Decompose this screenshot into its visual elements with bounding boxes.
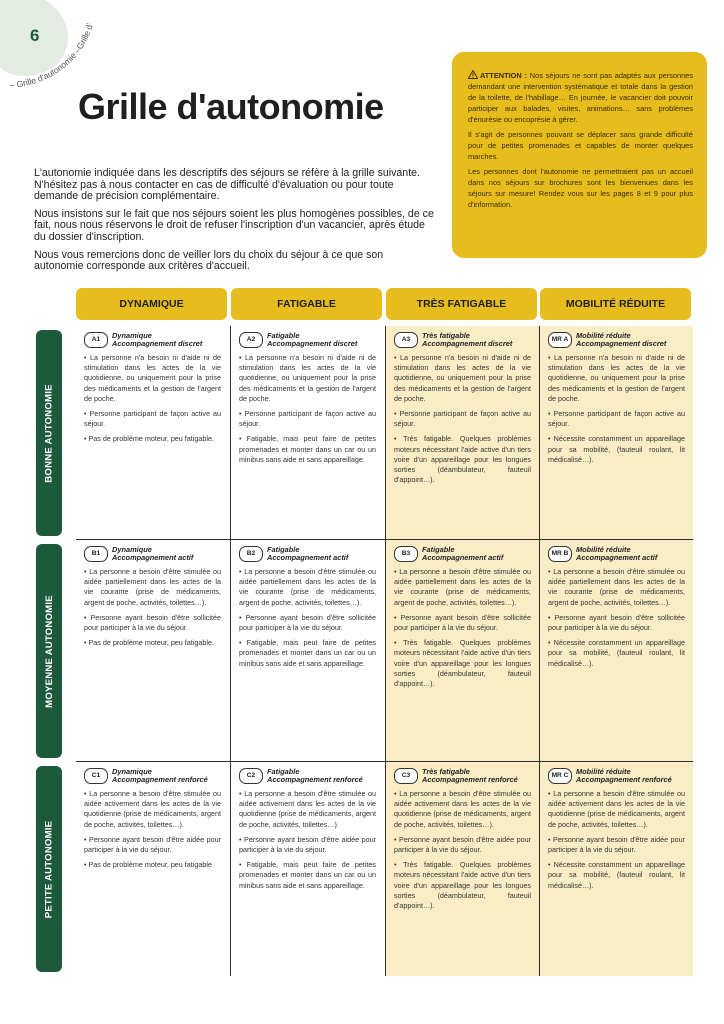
grid-cell	[540, 326, 693, 540]
intro-text	[34, 168, 434, 279]
row-label-text: MOYENNE AUTONOMIE	[43, 594, 55, 708]
cell-criterion: • La personne n'a besoin ni d'aide ni de stimulation dans les actes de la vie quotidienne, ou uniquement pour la prise des médicaments et la gestion de l'argent de poche.	[239, 353, 376, 403]
grid-cell	[231, 326, 384, 540]
cell-level-title: Fatigable	[422, 545, 455, 554]
level-code-badge: C1	[84, 768, 108, 784]
cell-criterion: • Fatigable, mais peut faire de petites promenades et monter dans un car ou un minibus sans aide et sans appareillage.	[239, 860, 376, 890]
level-code-badge: MR B	[548, 546, 572, 562]
cell-criterion: • Personne participant de façon active au séjour.	[84, 409, 221, 429]
cell-titles	[422, 768, 518, 783]
cell-header	[84, 768, 221, 784]
grid-cell	[386, 540, 539, 762]
cell-criterion: • Très fatigable. Quelques problèmes moteurs nécessitant l'aide active d'un tiers voire d'un appareillage pour les longues sorties (déambulateur, fauteuil d'appoint…).	[394, 860, 531, 911]
cell-level-title: Mobilité réduite	[576, 331, 631, 340]
column-header-fatigable: FATIGABLE	[231, 288, 382, 320]
cell-criterion: • Personne ayant besoin d'être aidée pour participer à la vie du séjour.	[239, 834, 376, 855]
cell-support-title: Accompagnement actif	[576, 552, 658, 562]
cell-header	[548, 332, 685, 348]
cell-criterion: • La personne a besoin d'être stimulée ou aidée activement dans les actes de la vie quotidienne (prise de médicaments, argent de poche, activités, toilettes…).	[84, 789, 221, 829]
cell-criterion: • La personne a besoin d'être stimulée ou aidée partiellement dans les actes de la vie courante (prise de médicaments, argent de poche, activités, toilettes…).	[548, 567, 685, 607]
cell-criterion: • Personne ayant besoin d'être sollicitée pour participer à la vie du séjour.	[548, 612, 685, 633]
attention-paragraph	[468, 70, 693, 125]
level-code-badge: C3	[394, 768, 418, 784]
cell-support-title: Accompagnement renforcé	[576, 774, 672, 784]
level-code-badge: A3	[394, 332, 418, 348]
row-label	[36, 544, 62, 758]
grid-cell	[231, 762, 384, 976]
cell-criterion: • Personne participant de façon active au séjour.	[394, 409, 531, 429]
cell-header	[394, 768, 531, 784]
row-label	[36, 330, 62, 536]
cell-criterion: • Personne ayant besoin d'être sollicitée pour participer à la vie du séjour.	[84, 612, 221, 633]
cell-titles	[267, 332, 357, 347]
cell-titles	[112, 768, 208, 783]
cell-titles	[112, 332, 202, 347]
cell-titles	[267, 546, 348, 561]
intro-paragraph: L'autonomie indiquée dans les descriptifs des séjours se réfère à la grille suivante. N'hésitez pas à nous contacter en cas de difficulté d'évaluation ou pour toute demande de précision complémentaire.	[34, 167, 420, 203]
cell-criterion: • La personne a besoin d'être stimulée ou aidée activement dans les actes de la vie quotidienne (prise de médicaments, argent de poche, activités, toilettes…).	[394, 789, 531, 829]
cell-criterion: • Très fatigable. Quelques problèmes moteurs nécessitant l'aide active d'un tiers voire d'un appareillage pour les longues sorties (déambulateur, fauteuil d'appoint…).	[394, 434, 531, 485]
grid-cell	[231, 540, 384, 762]
grid-divider	[539, 326, 540, 976]
cell-level-title: Très fatigable	[422, 331, 470, 340]
cell-titles	[267, 768, 363, 783]
cell-level-title: Mobilité réduite	[576, 767, 631, 776]
cell-header	[548, 546, 685, 562]
cell-criterion: • Fatigable, mais peut faire de petites promenades et monter dans un car ou un minibus sans aide et sans appareillage.	[239, 638, 376, 668]
cell-criterion: • La personne a besoin d'être stimulée ou aidée partiellement dans les actes de la vie courante (prise de médicaments, argent de poche, activités, toilettes…).	[84, 567, 221, 607]
cell-titles	[112, 546, 193, 561]
cell-header	[239, 768, 376, 784]
level-code-badge: C2	[239, 768, 263, 784]
cell-titles	[576, 332, 666, 347]
cell-criterion: • Personne ayant besoin d'être sollicitée pour participer à la vie du séjour.	[394, 612, 531, 633]
level-code-badge: B3	[394, 546, 418, 562]
cell-criterion: • Fatigable, mais peut faire de petites promenades et monter dans un car ou un minibus sans aide et sans appareillage.	[239, 434, 376, 464]
intro-paragraph: Nous insistons sur le fait que nos séjours soient les plus homogènes possibles, de ce fait, nous nous réservons le droit de refuser l'inscription d'un vacancier, après étude du dossier d'inscription.	[34, 207, 434, 243]
column-header-dynamique: DYNAMIQUE	[76, 288, 227, 320]
cell-criterion: • Pas de problème moteur, peu fatigable.	[84, 434, 214, 444]
cell-support-title: Accompagnement discret	[576, 338, 667, 348]
grid-divider	[230, 326, 231, 976]
cell-criterion: • Personne ayant besoin d'être aidée pour participer à la vie du séjour.	[84, 834, 221, 855]
cell-level-title: Mobilité réduite	[576, 545, 631, 554]
grid-divider	[76, 539, 693, 540]
cell-criterion: • La personne a besoin d'être stimulée ou aidée partiellement dans les actes de la vie courante (prise de médicaments, argent de poche, activités, toilettes…).	[239, 567, 376, 607]
grid-cell	[76, 762, 229, 976]
cell-titles	[576, 546, 657, 561]
grid-cell	[386, 762, 539, 976]
cell-criterion: • La personne n'a besoin ni d'aide ni de stimulation dans les actes de la vie quotidienne, ou uniquement pour la prise des médicaments et la gestion de l'argent de poche.	[394, 353, 531, 403]
cell-support-title: Accompagnement actif	[112, 552, 194, 562]
grid-cell	[540, 762, 693, 976]
page-title: Grille d'autonomie	[78, 86, 384, 127]
cell-support-title: Accompagnement renforcé	[267, 774, 363, 784]
cell-header	[239, 546, 376, 562]
cell-level-title: Fatigable	[267, 545, 300, 554]
grid-cell	[76, 540, 229, 762]
cell-level-title: Dynamique	[112, 331, 152, 340]
cell-titles	[422, 546, 503, 561]
cell-criterion: • Nécessite constamment un appareillage pour sa mobilité, (fauteuil roulant, lit médicalisé…).	[548, 860, 685, 890]
cell-titles	[422, 332, 512, 347]
cell-criterion: • La personne a besoin d'être stimulée ou aidée activement dans les actes de la vie quotidienne (prise de médicaments, argent de poche, activités, toilettes…).	[239, 789, 376, 829]
attention-text: Nos séjours ne sont pas adaptés aux personnes demandant une intervention systématique et totale dans la gestion de la toilette, de l'habillage… En journée, le vacancier doit pouvoir participer aux balades, visites, animations… sans problèmes d'énurésie ou encoprésie à gérer.	[468, 71, 693, 124]
cell-support-title: Accompagnement discret	[422, 338, 513, 348]
page-number: 6	[30, 26, 40, 45]
cell-support-title: Accompagnement discret	[267, 338, 358, 348]
cell-criterion: • Personne participant de façon active au séjour.	[239, 409, 376, 429]
cell-level-title: Dynamique	[112, 767, 152, 776]
warning-icon	[468, 70, 478, 79]
cell-criterion: • La personne a besoin d'être stimulée ou aidée activement dans les actes de la vie quotidienne (prise de médicaments, argent de poche, activités, toilettes…).	[548, 789, 685, 829]
cell-level-title: Très fatigable	[422, 767, 470, 776]
cell-criterion: • Très fatigable. Quelques problèmes moteurs nécessitant l'aide active d'un tiers voire d'un appareillage pour les longues sorties (déambulateur, fauteuil d'appoint…).	[394, 638, 531, 689]
cell-support-title: Accompagnement actif	[422, 552, 504, 562]
cell-criterion: • Pas de problème moteur, peu fatigable	[84, 860, 212, 870]
cell-header	[394, 332, 531, 348]
cell-header	[394, 546, 531, 562]
attention-label: ATTENTION :	[480, 71, 527, 80]
cell-criterion: • Personne ayant besoin d'être aidée pour participer à la vie du séjour.	[394, 834, 531, 855]
cell-header	[84, 332, 221, 348]
attention-paragraph: Les personnes dont l'autonomie ne permettraient pas un accueil dans nos séjours sur brochures sont les bienvenues dans les séjours sur mesure! Rendez vous sur les pages 8 et 9 pour plus d'information.	[468, 167, 693, 209]
cell-criterion: • La personne n'a besoin ni d'aide ni de stimulation dans les actes de la vie quotidienne, ou uniquement pour la prise des médicaments et la gestion de l'argent de poche.	[548, 353, 685, 403]
cell-support-title: Accompagnement discret	[112, 338, 203, 348]
cell-criterion: • Nécessite constamment un appareillage pour sa mobilité, (fauteuil roulant, lit médicalisé…).	[548, 638, 685, 668]
cell-criterion: • Personne participant de façon active au séjour.	[548, 409, 685, 429]
column-header-tres-fatigable: TRÈS FATIGABLE	[386, 288, 537, 320]
cell-level-title: Fatigable	[267, 331, 300, 340]
row-label	[36, 766, 62, 972]
level-code-badge: A2	[239, 332, 263, 348]
grid-divider	[76, 761, 693, 762]
grid-cell	[540, 540, 693, 762]
cell-header	[548, 768, 685, 784]
cell-support-title: Accompagnement renforcé	[112, 774, 208, 784]
row-label-text: BONNE AUTONOMIE	[43, 383, 55, 483]
cell-titles	[576, 768, 672, 783]
column-header-mobilite-reduite: MOBILITÉ RÉDUITE	[540, 288, 691, 320]
attention-box	[452, 52, 707, 258]
cell-criterion: • Personne ayant besoin d'être aidée pour participer à la vie du séjour.	[548, 834, 685, 855]
attention-paragraph: Il s'agit de personnes pouvant se déplacer sans grande difficulté pour de petites promenades et capables de monter quelques marches.	[468, 130, 693, 161]
row-label-text: PETITE AUTONOMIE	[43, 820, 55, 918]
intro-paragraph: Nous vous remercions donc de veiller lors du choix du séjour à ce que son autonomie corresponde aux critères d'accueil.	[34, 248, 384, 273]
cell-support-title: Accompagnement actif	[267, 552, 349, 562]
svg-text:– Grille d'autonomie –Grille d: – Grille d'autonomie –Grille d'	[9, 22, 95, 91]
cell-level-title: Dynamique	[112, 545, 152, 554]
cell-header	[239, 332, 376, 348]
grid-cell	[76, 326, 229, 540]
cell-criterion: • La personne a besoin d'être stimulée ou aidée partiellement dans les actes de la vie courante (prise de médicaments, argent de poche, activités, toilettes…).	[394, 567, 531, 607]
grid-cell	[386, 326, 539, 540]
cell-level-title: Fatigable	[267, 767, 300, 776]
level-code-badge: MR C	[548, 768, 572, 784]
level-code-badge: MR A	[548, 332, 572, 348]
level-code-badge: A1	[84, 332, 108, 348]
grid-divider	[385, 326, 386, 976]
level-code-badge: B2	[239, 546, 263, 562]
cell-criterion: • La personne n'a besoin ni d'aide ni de stimulation dans les actes de la vie quotidienne, ou uniquement pour la prise des médicaments et la gestion de l'argent de poche.	[84, 353, 221, 403]
cell-support-title: Accompagnement renforcé	[422, 774, 518, 784]
cell-criterion: • Pas de problème moteur, peu fatigable.	[84, 638, 214, 648]
cell-criterion: • Personne ayant besoin d'être sollicitée pour participer à la vie du séjour.	[239, 612, 376, 633]
level-code-badge: B1	[84, 546, 108, 562]
cell-criterion: • Nécessite constamment un appareillage pour sa mobilité, (fauteuil roulant, lit médicalisé…).	[548, 434, 685, 464]
cell-header	[84, 546, 221, 562]
